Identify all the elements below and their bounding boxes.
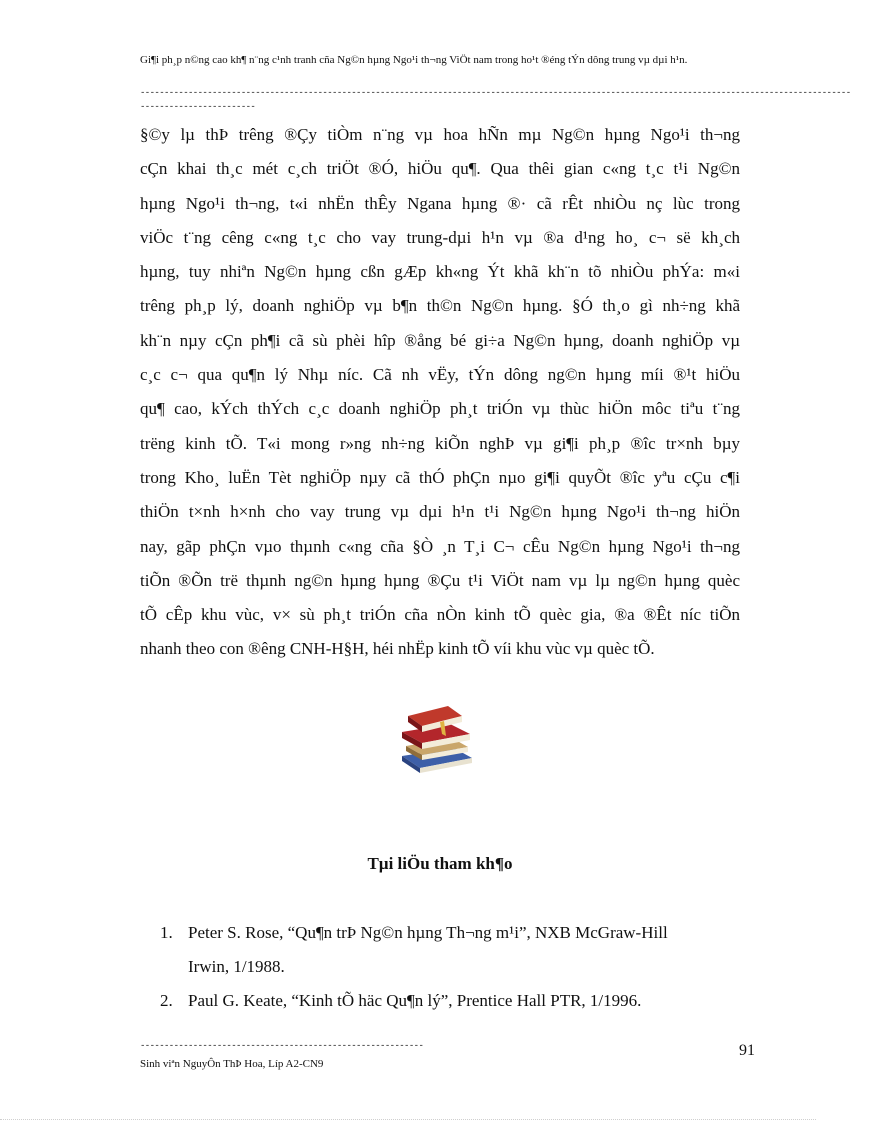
references-list [160, 916, 740, 1018]
body-paragraph [140, 118, 740, 667]
body-line: tiÕn ®Õn trë thµnh ng©n hµng hµng ®Çu t¹i ViÖt nam vµ lµ ng©n hµng quèc [140, 570, 740, 590]
body-line: cÇn khai th¸c mét c¸ch triÖt ®Ó, hiÖu qu¶. Qua thêi gian c«ng t¸c t¹i Ng©n [140, 159, 740, 179]
body-line: §©y lµ thÞ trêng ®Çy tiÒm n¨ng vµ hoa hÑn mµ Ng©n hµng Ngo¹i th¬ng [140, 125, 740, 144]
header-rule: ---------------------------------------------------------------------------------------------------------------------------------------------------- [140, 88, 851, 98]
body-line: hµng, tuy nhiªn Ng©n hµng cßn gÆp kh«ng Ýt khã kh¨n tõ nhiÒu phÝa: m«i [140, 262, 740, 282]
running-header: Gi¶i ph¸p n©ng cao kh¶ n¨ng c¹nh tranh cña Ng©n hµng Ngo¹i th¬ng ViÖt nam trong ho¹t ®éng tÝn dông trung vµ dµi h¹n. [140, 54, 688, 66]
running-footer: Sinh viªn NguyÔn ThÞ Hoa, Líp A2-CN9 [140, 1058, 324, 1070]
body-line: trong Kho¸ luËn Tèt nghiÖp nµy cã thÓ phÇn nµo gi¶i quyÕt ®îc yªu cÇu c¶i [140, 467, 740, 487]
body-line: nhanh theo con ®êng CNH-H§H, héi nhËp kinh tÕ víi khu vùc vµ quèc tÕ. [140, 639, 655, 659]
body-line: tÕ cÊp khu vùc, v× sù ph¸t triÓn cña nÒn kinh tÕ quèc gia, ®a ®Êt níc tiÕn [140, 605, 740, 625]
body-line: nay, gãp phÇn vµo thµnh c«ng cña §Ò ¸n T¸i C¬ cÊu Ng©n hµng Ngo¹i th¬ng [140, 536, 740, 556]
body-line: hµng Ngo¹i th¬ng, t«i nhËn thÊy Ngana hµng ®· cã rÊt nhiÒu nç lùc trong [140, 193, 740, 213]
header-rule-continuation: ------------------------ [140, 102, 256, 112]
reference-line: Paul G. Keate, “Kinh tÕ häc Qu¶n lý”, Prentice Hall PTR, 1/1996. [188, 991, 642, 1010]
list-item [160, 916, 740, 984]
references-title: Tµi liÖu tham kh¶o [367, 854, 513, 873]
reference-line: Irwin, 1/1988. [188, 957, 285, 976]
body-line: qu¶ cao, kÝch thÝch c¸c doanh nghiÖp ph¸t triÓn vµ thùc hiÖn môc tiªu t¨ng [140, 399, 740, 419]
body-line: trëng kinh tÕ. T«i mong r»ng nh÷ng kiÕn nghÞ vµ gi¶i ph¸p ®îc tr×nh bµy [140, 433, 740, 453]
list-item-number: 2. [160, 991, 173, 1010]
body-line: viÖc t¨ng cêng c«ng t¸c cho vay trung-dµi h¹n vµ ®a d¹ng ho¸ c¬ së kh¸ch [140, 227, 740, 247]
list-item-number: 1. [160, 923, 173, 942]
books-clipart-icon [396, 702, 478, 774]
reference-line: Peter S. Rose, “Qu¶n trÞ Ng©n hµng Th¬ng m¹i”, NXB McGraw-Hill [188, 923, 668, 942]
page-border [0, 1119, 816, 1120]
body-line: thiÖn t×nh h×nh cho vay trung vµ dµi h¹n t¹i Ng©n hµng Ngo¹i th¬ng hiÖn [140, 502, 740, 522]
body-line: kh¨n nµy cÇn ph¶i cã sù phèi hîp ®ång bé gi÷a Ng©n hµng, doanh nghiÖp vµ [140, 330, 740, 350]
body-line: trêng ph¸p lý, doanh nghiÖp vµ b¶n th©n Ng©n hµng. §Ó th¸o gì nh÷ng khã [140, 296, 740, 316]
page-number: 91 [739, 1042, 755, 1059]
list-item [160, 984, 740, 1018]
footer-rule: ----------------------------------------------------------- [140, 1041, 424, 1051]
body-line: c¸c c¬ qua qu¶n lý Nhµ níc. Cã nh vËy, tÝn dông ng©n hµng míi ®¹t hiÖu [140, 365, 740, 385]
